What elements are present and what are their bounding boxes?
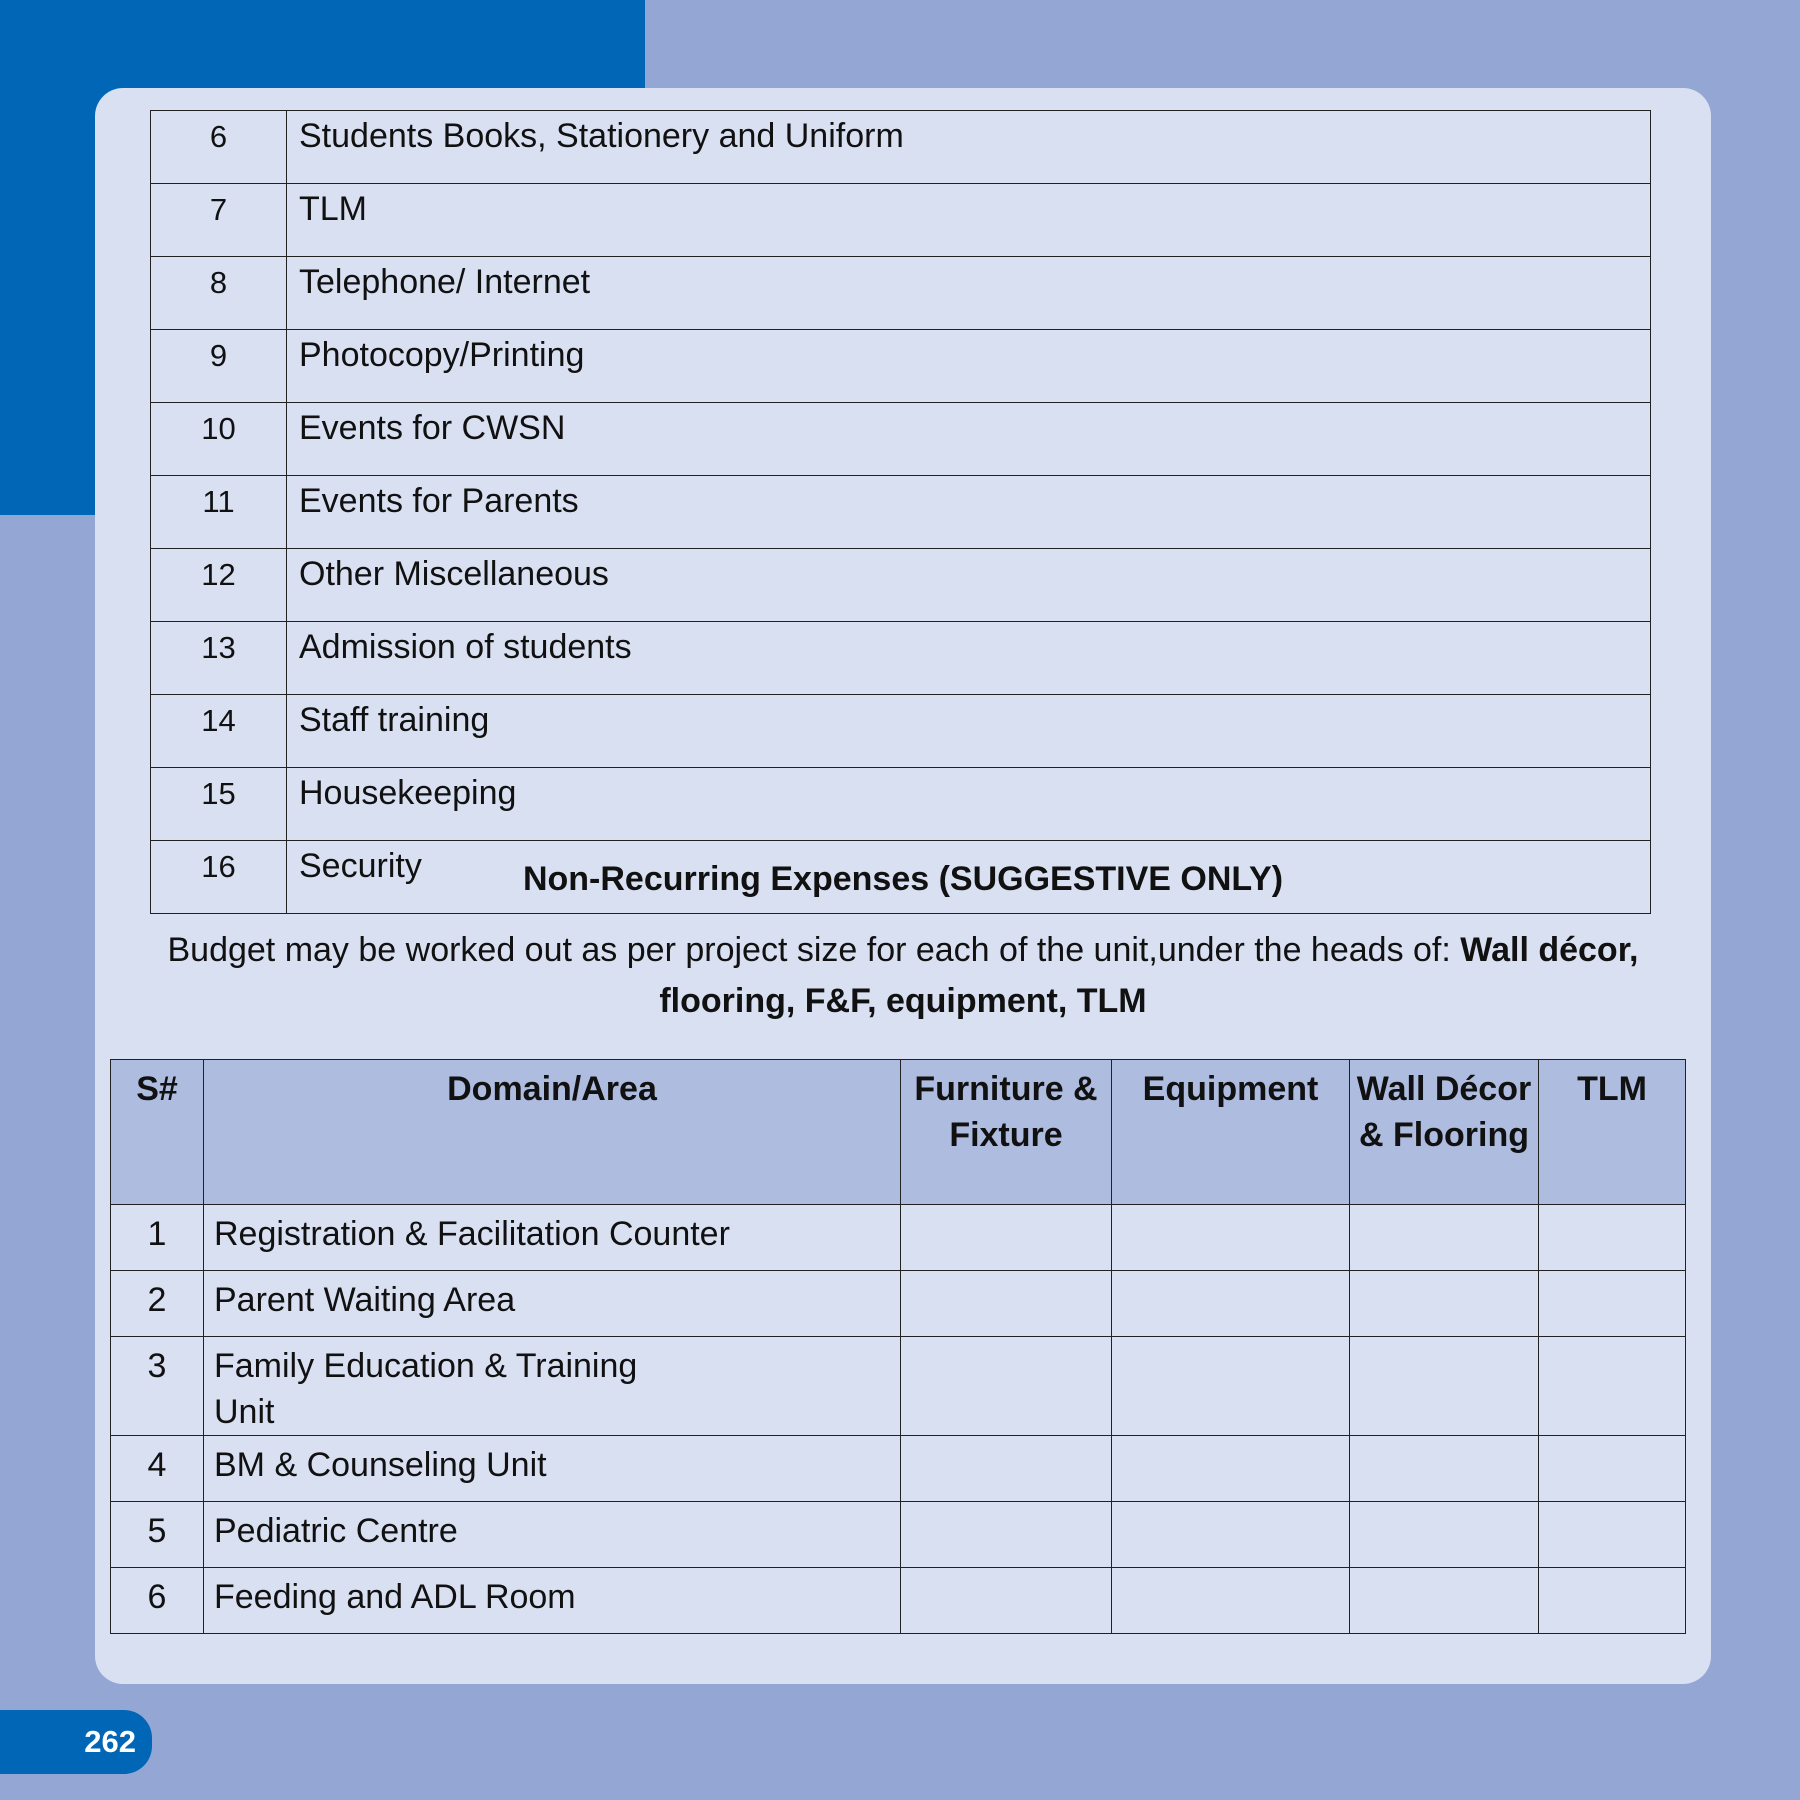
cell-furniture [901,1502,1112,1568]
table-row [151,768,1651,841]
row-item: Events for CWSN [287,403,1651,476]
row-number: 10 [151,403,287,476]
row-number: 12 [151,549,287,622]
table-row [111,1271,1686,1337]
table-row [151,622,1651,695]
row-domain: Parent Waiting Area [204,1271,901,1337]
cell-equipment [1112,1337,1350,1436]
cell-tlm [1539,1271,1686,1337]
table-row [151,403,1651,476]
cell-tlm [1539,1205,1686,1271]
row-number: 2 [111,1271,204,1337]
row-number: 6 [151,111,287,184]
cell-wall-decor [1350,1271,1539,1337]
cell-tlm [1539,1436,1686,1502]
page-number: 262 [84,1724,136,1759]
table-header-row [111,1060,1686,1205]
row-domain: Feeding and ADL Room [204,1568,901,1634]
table-row [111,1436,1686,1502]
cell-furniture [901,1337,1112,1436]
row-number: 9 [151,330,287,403]
row-number: 16 [151,841,287,914]
cell-wall-decor [1350,1337,1539,1436]
cell-wall-decor [1350,1205,1539,1271]
table-row [151,476,1651,549]
row-item: Security [287,841,1651,914]
section-title: Non-Recurring Expenses (SUGGESTIVE ONLY) [522,860,1284,898]
cell-equipment [1112,1568,1350,1634]
table-row [111,1337,1686,1436]
row-number: 8 [151,257,287,330]
budget-note [125,925,1681,1027]
table-row [151,184,1651,257]
header-furniture: Furniture & Fixture [901,1060,1112,1205]
row-domain: BM & Counseling Unit [204,1436,901,1502]
table-row [111,1568,1686,1634]
domain-area-table [110,1059,1686,1634]
row-item: Telephone/ Internet [287,257,1651,330]
row-number: 4 [111,1436,204,1502]
budget-note-text: Budget may be worked out as per project size for each of the unit,under the heads of: [167,931,1461,969]
cell-wall-decor [1350,1502,1539,1568]
cell-tlm [1539,1337,1686,1436]
row-number: 6 [111,1568,204,1634]
table-row [151,257,1651,330]
row-number: 5 [111,1502,204,1568]
row-domain: Pediatric Centre [204,1502,901,1568]
recurring-expenses-table [150,110,1651,914]
row-item: Students Books, Stationery and Uniform [287,111,1651,184]
cell-tlm [1539,1568,1686,1634]
row-item: Other Miscellaneous [287,549,1651,622]
table-row [151,330,1651,403]
header-tlm: TLM [1539,1060,1686,1205]
table-row [151,695,1651,768]
row-item: Photocopy/Printing [287,330,1651,403]
cell-furniture [901,1205,1112,1271]
cell-furniture [901,1568,1112,1634]
cell-tlm [1539,1502,1686,1568]
row-number: 14 [151,695,287,768]
cell-equipment [1112,1205,1350,1271]
row-item: Admission of students [287,622,1651,695]
table-row [111,1502,1686,1568]
table-row [151,549,1651,622]
cell-wall-decor [1350,1436,1539,1502]
row-item: Events for Parents [287,476,1651,549]
row-domain-text: Family Education & Training Unit [214,1347,638,1431]
budget-note-heads: Wall décor, flooring, F&F, equipment, TLM [659,931,1639,1020]
table-row [111,1205,1686,1271]
row-number: 1 [111,1205,204,1271]
cell-wall-decor [1350,1568,1539,1634]
cell-furniture [901,1271,1112,1337]
row-number: 3 [111,1337,204,1436]
cell-equipment [1112,1436,1350,1502]
cell-equipment [1112,1271,1350,1337]
header-wall-decor: Wall Décor & Flooring [1350,1060,1539,1205]
row-item: Staff training [287,695,1651,768]
row-number: 11 [151,476,287,549]
header-domain: Domain/Area [204,1060,901,1205]
row-number: 7 [151,184,287,257]
cell-equipment [1112,1502,1350,1568]
header-serial: S# [111,1060,204,1205]
row-domain [204,1337,901,1436]
cell-furniture [901,1436,1112,1502]
header-equipment: Equipment [1112,1060,1350,1205]
row-number: 13 [151,622,287,695]
page-number-badge [0,1710,152,1774]
row-item: TLM [287,184,1651,257]
row-number: 15 [151,768,287,841]
row-domain: Registration & Facilitation Counter [204,1205,901,1271]
row-item: Housekeeping [287,768,1651,841]
table-row [151,111,1651,184]
